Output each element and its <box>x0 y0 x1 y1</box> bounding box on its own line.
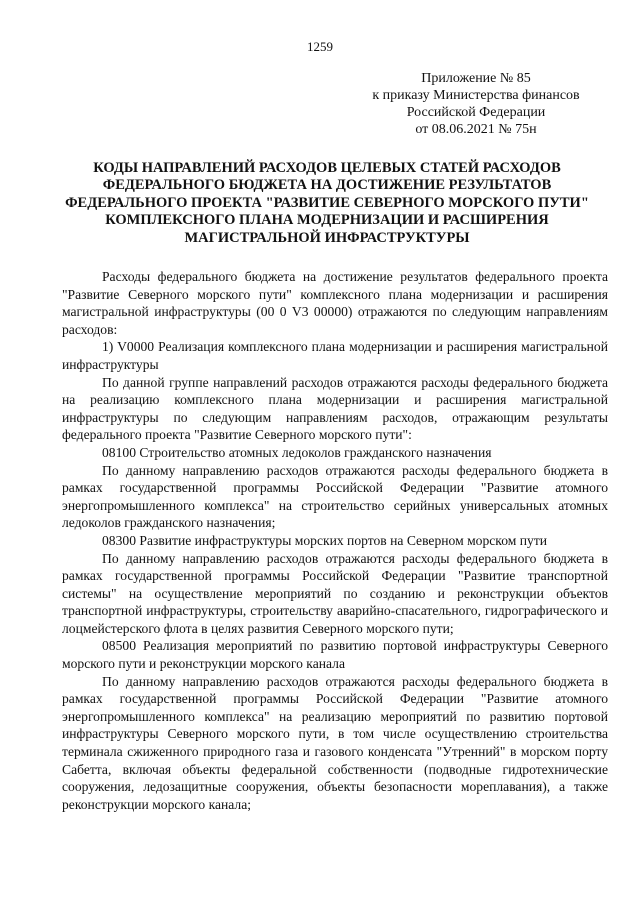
document-body <box>62 268 608 813</box>
appendix-block <box>356 70 596 138</box>
appendix-line-1: Приложение № 85 <box>421 71 531 86</box>
appendix-line-2: к приказу Министерства финансов <box>372 88 580 103</box>
paragraph-code-08100-description: По данному направлению расходов отражаются расходы федерального бюджета в рамках государственной программы Российской Федерации "Развитие атомного энергопромышленного комплекса" на строительство серийных универсальных атомных ледоколов гражданского назначения; <box>62 462 608 531</box>
paragraph-intro: Расходы федерального бюджета на достижение результатов федерального проекта "Развитие Северного морского пути" комплексного плана модернизации и расширения магистральной инфраструктуры (00 0 V3 00000) отражаются по следующим направлениям расходов: <box>62 269 608 337</box>
paragraph-group-description: По данной группе направлений расходов отражаются расходы федерального бюджета на реализацию комплексного плана модернизации и расширения магистральной инфраструктуры по следующим направлениям расходов, отражающим результаты федерального проекта "Развитие Северного морского пути": <box>62 374 608 443</box>
appendix-line-3: Российской Федерации <box>406 105 546 120</box>
paragraph-code-08300: 08300 Развитие инфраструктуры морских портов на Северном морском пути <box>102 532 548 548</box>
paragraph-code-08500-description: По данному направлению расходов отражаются расходы федерального бюджета в рамках государственной программы Российской Федерации "Развитие атомного энергопромышленного комплекса" на реализацию мероприятий по развитию портовой инфраструктуры Северного морского пути, в том числе осуществлению строительства терминала сжиженного природного газа и газового конденсата "Утренний" в морском порту Сабетта, включая объекты федеральной собственности (подводные гидротехнические сооружения, ледозащитные сооружения, объекты безопасности мореплавания), а также реконструкции морского канала; <box>62 673 608 812</box>
paragraph-code-08500: 08500 Реализация мероприятий по развитию портовой инфраструктуры Северного морского пути и реконструкции морского канала <box>62 638 608 672</box>
appendix-line-4: от 08.06.2021 № 75н <box>415 122 537 137</box>
paragraph-group-v0000: 1) V0000 Реализация комплексного плана модернизации и расширения магистральной инфраструктуры <box>62 339 608 372</box>
page-number: 1259 <box>307 39 333 54</box>
paragraph-code-08100: 08100 Строительство атомных ледоколов гражданского назначения <box>102 444 492 460</box>
paragraph-code-08300-description: По данному направлению расходов отражаются расходы федерального бюджета в рамках государственной программы Российской Федерации "Развитие транспортной системы" на осуществление мероприятий по созданию и реконструкции объектов транспортной инфраструктуры, строительству аварийно-спасательного, гидрографического и лоцмейстерского флота в целях развития Северного морского пути; <box>62 550 608 636</box>
document-title: КОДЫ НАПРАВЛЕНИЙ РАСХОДОВ ЦЕЛЕВЫХ СТАТЕЙ РАСХОДОВ ФЕДЕРАЛЬНОГО БЮДЖЕТА НА ДОСТИЖЕНИЕ РЕЗУЛЬТАТОВ ФЕДЕРАЛЬНОГО ПРОЕКТА "РАЗВИТИЕ СЕВЕРНОГО МОРСКОГО ПУТИ" КОМПЛЕКСНОГО ПЛАНА МОДЕРНИЗАЦИИ И РАСШИРЕНИЯ МАГИСТРАЛЬНОЙ ИНФРАСТРУКТУРЫ <box>65 160 589 246</box>
